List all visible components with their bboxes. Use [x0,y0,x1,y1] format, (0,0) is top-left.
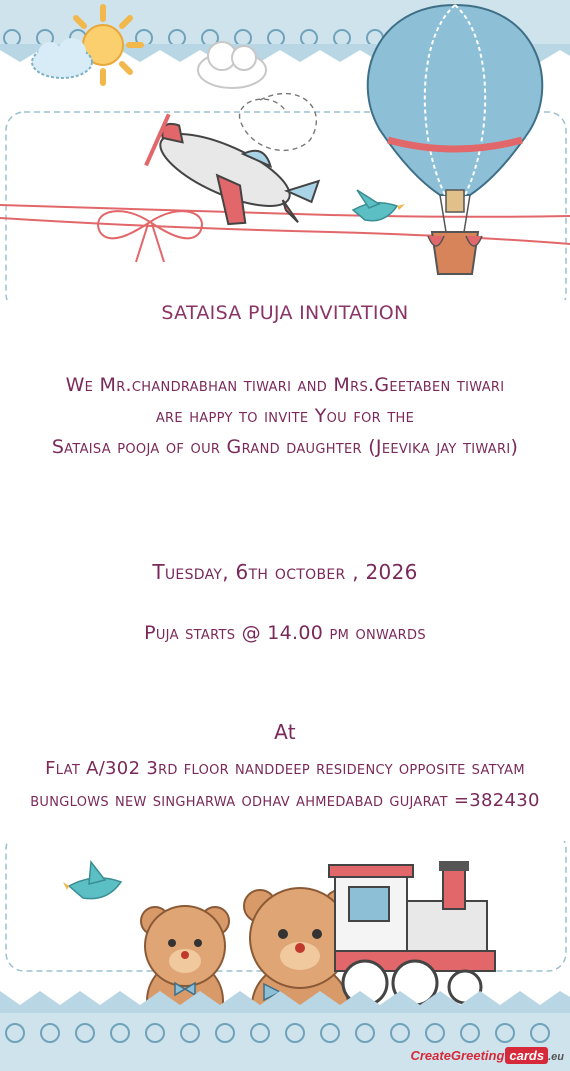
invitation-title: SATAISA PUJA INVITATION [161,302,409,324]
ribbon-lines [0,205,570,244]
hosts-line: We Mr.chandrabhan tiwari and Mrs.Geetaben tiwari [65,374,505,396]
train-icon [329,861,495,1005]
brand-name-part3: .eu [548,1051,564,1063]
event-time: Puja starts @ 14.00 pm onwards [144,622,426,644]
bow-icon [98,211,202,262]
invitation-body [0,370,570,463]
invite-line: are happy to invite You for the [155,405,415,427]
brand-name-part1: CreateGreeting [410,1048,505,1063]
brand-logo[interactable] [410,1048,564,1063]
bottom-illustration [0,841,570,1071]
event-date: Tuesday, 6th october , 2026 [152,560,418,584]
venue-address: Flat A/302 3rd floor nanddeep residency opposite satyam bunglows new singharwa odhav ahmedabad gujarat =382430 [30,758,540,811]
brand-name-part2: cards [505,1047,548,1064]
venue-label: At [274,720,296,744]
top-illustration [0,0,570,300]
bird-icon [63,862,121,899]
flight-path [240,94,317,151]
occasion-line: Sataisa pooja of our Grand daughter (Jeevika jay tiwari) [51,436,519,458]
